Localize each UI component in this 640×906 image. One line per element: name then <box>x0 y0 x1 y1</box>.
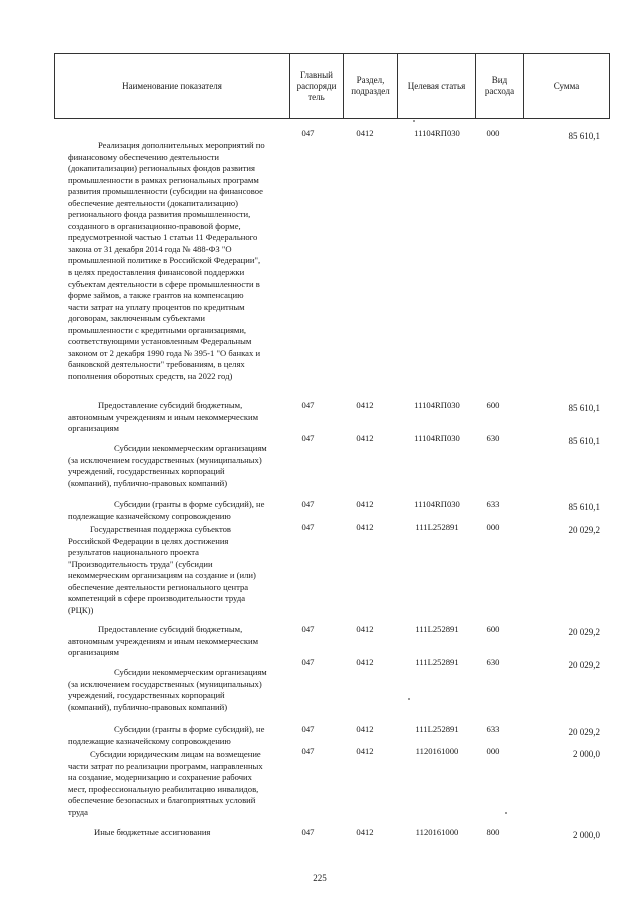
cell-sum: 2 000,0 <box>573 749 600 759</box>
cell-expense-type: 000 <box>486 746 500 756</box>
cell-sum: 85 610,1 <box>568 502 600 512</box>
cell-grbs: 047 <box>301 624 315 634</box>
cell-name: Субсидии (гранты в форме субсидий), не подлежащие казначейскому сопровождению <box>68 499 265 521</box>
cell-razdel: 0412 <box>356 522 374 532</box>
cell-target-article: 11104RП030 <box>414 128 460 138</box>
header-grbs: Главный распоряди тель <box>289 54 343 118</box>
cell-sum: 2 000,0 <box>573 830 600 840</box>
cell-expense-type: 000 <box>486 128 500 138</box>
cell-expense-type: 630 <box>486 433 500 443</box>
header-expense-type: Вид расхода <box>475 54 523 118</box>
cell-target-article: 111L252891 <box>415 624 459 634</box>
cell-name: Субсидии некоммерческим организациям (за исключением государственных (муниципальных) учреждений, государственных корпораций (компаний), публично-правовых компаний) <box>68 667 267 712</box>
header-sum: Сумма <box>523 54 609 118</box>
cell-name: Субсидии (гранты в форме субсидий), не подлежащие казначейскому сопровождению <box>68 724 265 746</box>
cell-razdel: 0412 <box>356 433 374 443</box>
table-header <box>54 53 610 119</box>
cell-target-article: 11104RП030 <box>414 433 460 443</box>
cell-name: Субсидии некоммерческим организациям (за исключением государственных (муниципальных) учреждений, государственных корпораций (компаний), публично-правовых компаний) <box>68 443 267 488</box>
cell-grbs: 047 <box>301 499 315 509</box>
cell-name: Субсидии юридическим лицам на возмещение части затрат по реализации программ, направленных на создание, модернизацию и сохранение рабочих мест, профессиональную реабилитацию инвалидов, обеспечение безопасных и благоприятных условий труда <box>68 749 263 817</box>
cell-grbs: 047 <box>301 433 315 443</box>
cell-razdel: 0412 <box>356 827 374 837</box>
cell-target-article: 111L252891 <box>415 522 459 532</box>
cell-target-article: 111L252891 <box>415 724 459 734</box>
cell-grbs: 047 <box>301 746 315 756</box>
cell-expense-type: 630 <box>486 657 500 667</box>
cell-grbs: 047 <box>301 522 315 532</box>
cell-target-article: 111L252891 <box>415 657 459 667</box>
cell-expense-type: 600 <box>486 400 500 410</box>
cell-target-article: 11104RП030 <box>414 400 460 410</box>
cell-expense-type: 000 <box>486 522 500 532</box>
cell-razdel: 0412 <box>356 746 374 756</box>
header-target-article: Целевая статья <box>397 54 475 118</box>
cell-expense-type: 633 <box>486 499 500 509</box>
cell-razdel: 0412 <box>356 400 374 410</box>
scan-speck <box>408 698 410 700</box>
cell-expense-type: 800 <box>486 827 500 837</box>
cell-expense-type: 600 <box>486 624 500 634</box>
cell-grbs: 047 <box>301 827 315 837</box>
cell-grbs: 047 <box>301 724 315 734</box>
scan-speck <box>505 812 507 814</box>
cell-razdel: 0412 <box>356 724 374 734</box>
cell-name: Иные бюджетные ассигнования <box>94 827 211 837</box>
cell-razdel: 0412 <box>356 657 374 667</box>
cell-grbs: 047 <box>301 657 315 667</box>
cell-razdel: 0412 <box>356 128 374 138</box>
header-name: Наименование показателя <box>122 80 222 91</box>
cell-grbs: 047 <box>301 400 315 410</box>
cell-sum: 20 029,2 <box>568 727 600 737</box>
header-razdel: Раздел, подраздел <box>343 54 397 118</box>
cell-sum: 85 610,1 <box>568 403 600 413</box>
cell-sum: 85 610,1 <box>568 436 600 446</box>
cell-name: Реализация дополнительных мероприятий по финансовому обеспечению деятельности (докапитализации) региональных фондов развития промышленности в рамках региональных программ развития промышленности (субсидии на финансовое обеспечение деятельности (докапитализацию) регионального фонда развития промышленности, созданного в организационно-правовой форме, предусмотренной частью 1 статьи 11 Федерального закона от 31 декабря 2014 года № 488-ФЗ "О промышленной политике в Российской Федерации", в целях предоставления финансовой поддержки субъектам деятельности в сфере промышленности в форме займов, а также грантов на компенсацию части затрат на уплату процентов по кредитным договорам, заключенным субъектами промышленности с кредитными организациями, соответствующими установленным Федеральным законом от 2 декабря 1990 года № 395-1 "О банках и банковской деятельности" требованиям, в целях пополнения оборотных средств, на 2022 год) <box>68 140 265 381</box>
cell-target-article: 1120161000 <box>415 746 459 756</box>
cell-sum: 20 029,2 <box>568 627 600 637</box>
cell-name: Государственная поддержка субъектов Российской Федерации в целях достижения результатов национального проекта "Производительность труда" (субсидии некоммерческим организациям на создание и (или) обеспечение деятельности регионального центра компетенций в сфере производительности труда (РЦК)) <box>68 524 256 615</box>
scan-speck <box>413 120 415 122</box>
cell-razdel: 0412 <box>356 499 374 509</box>
cell-expense-type: 633 <box>486 724 500 734</box>
cell-razdel: 0412 <box>356 624 374 634</box>
cell-sum: 20 029,2 <box>568 525 600 535</box>
cell-name: Предоставление субсидий бюджетным, автономным учреждениям и иным некоммерческим организациям <box>68 624 259 658</box>
cell-sum: 85 610,1 <box>568 131 600 141</box>
cell-grbs: 047 <box>301 128 315 138</box>
cell-target-article: 1120161000 <box>415 827 459 837</box>
cell-name: Предоставление субсидий бюджетным, автономным учреждениям и иным некоммерческим организациям <box>68 400 259 434</box>
page-number: 225 <box>313 873 327 883</box>
cell-sum: 20 029,2 <box>568 660 600 670</box>
cell-target-article: 11104RП030 <box>414 499 460 509</box>
